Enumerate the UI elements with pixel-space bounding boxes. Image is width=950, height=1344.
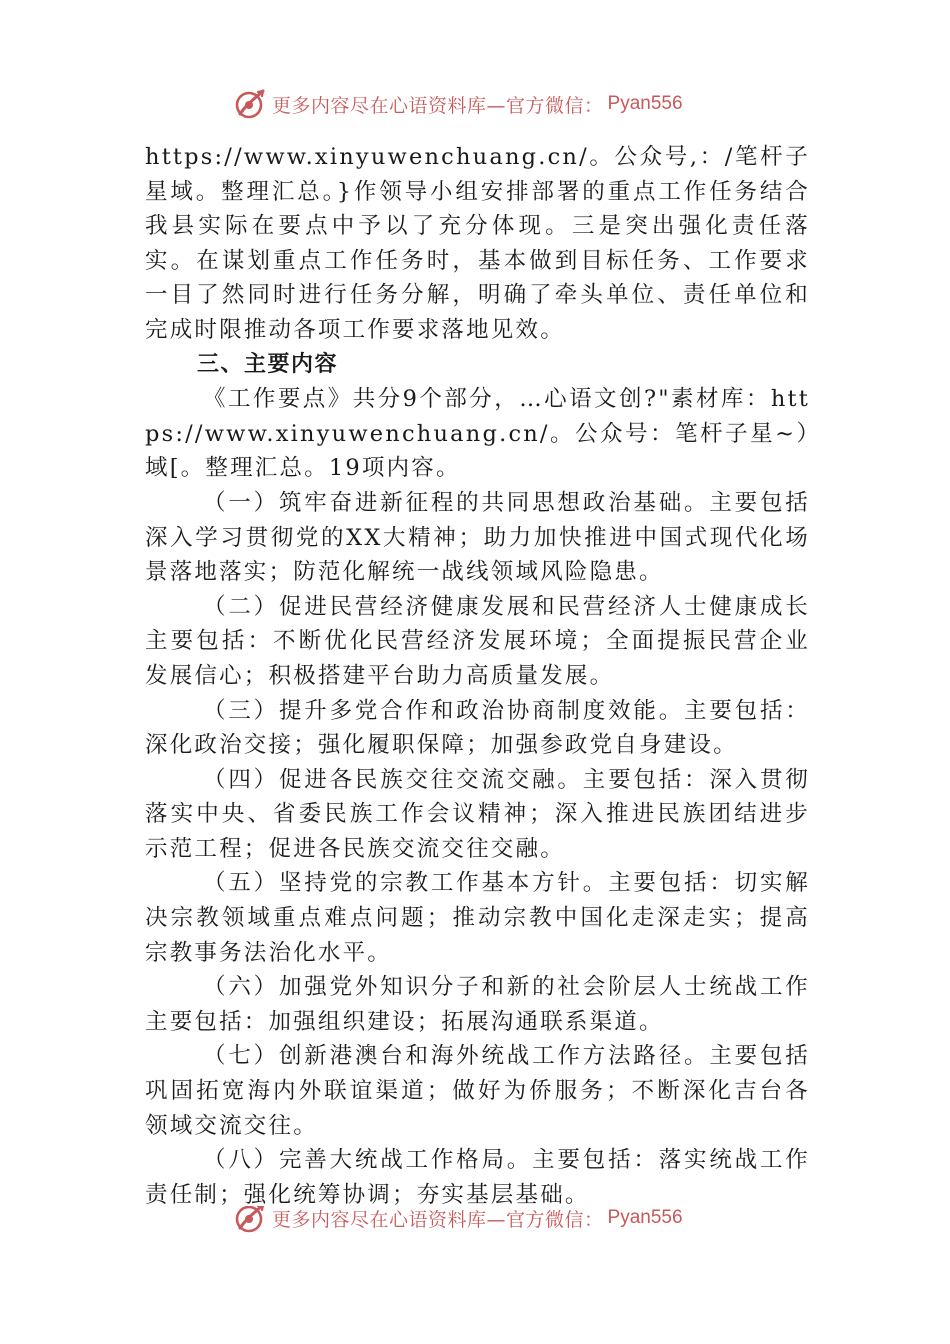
section-heading: 三、主要内容 — [197, 351, 339, 377]
document-body — [145, 140, 810, 1212]
logo-icon — [232, 1206, 266, 1235]
logo-icon — [232, 87, 266, 121]
item-7: （七）创新港澳台和海外统战工作方法路径。主要包括巩固拓宽海内外联谊渠道；做好为侨服务；不断深化吉台各领域交流交往。 — [145, 1043, 810, 1139]
watermark-wechat-id: Pyan556 — [607, 1207, 683, 1228]
item-6: （六）加强党外知识分子和新的社会阶层人士统战工作主要包括：加强组织建设；拓展沟通联系渠道。 — [145, 974, 810, 1035]
watermark-wechat-id: Pyan556 — [607, 93, 683, 114]
paragraph-overview: 《工作要点》共分9个部分，…心语文创?"素材库：https://www.xinyuwenchuang.cn/。公众号：笔杆子星~）域[。整理汇总。19项内容。 — [145, 386, 810, 482]
item-3: （三）提升多党合作和政治协商制度效能。主要包括：深化政治交接；强化履职保障；加强参政党自身建设。 — [145, 697, 810, 759]
watermark-banner-bottom — [232, 1206, 683, 1236]
item-5: （五）坚持党的宗教工作基本方针。主要包括：切实解决宗教领域重点难点问题；推动宗教中国化走深走实；提高宗教事务法治化水平。 — [145, 870, 810, 966]
item-8: （八）完善大统战工作格局。主要包括：落实统战工作责任制；强化统筹协调；夯实基层基础。 — [145, 1147, 810, 1208]
item-4: （四）促进各民族交往交流交融。主要包括：深入贯彻落实中央、省委民族工作会议精神；深入推进民族团结进步示范工程；促进各民族交流交往交融。 — [145, 766, 810, 862]
paragraph-intro: https://www.xinyuwenchuang.cn/。公众号,：/笔杆子星域。整理汇总。}作领导小组安排部署的重点工作任务结合我县实际在要点中予以了充分体现。三是突出强化责任落实。在谋划重点工作任务时，基本做到目标任务、工作要求一目了然同时进行任务分解，明确了牵头单位、责任单位和完成时限推动各项工作要求落地见效。 — [145, 144, 810, 343]
watermark-banner-top — [232, 86, 683, 122]
item-1: （一）筑牢奋进新征程的共同思想政治基础。主要包括深入学习贯彻党的XX大精神；助力加快推进中国式现代化场景落地落实；防范化解统一战线领域风险隐患。 — [145, 489, 810, 586]
watermark-text: 更多内容尽在心语资料库—官方微信： — [272, 94, 604, 117]
watermark-text: 更多内容尽在心语资料库—官方微信： — [272, 1208, 604, 1231]
item-2: （二）促进民营经济健康发展和民营经济人士健康成长主要包括：不断优化民营经济发展环境；全面提振民营企业发展信心；积极搭建平台助力高质量发展。 — [145, 593, 810, 689]
